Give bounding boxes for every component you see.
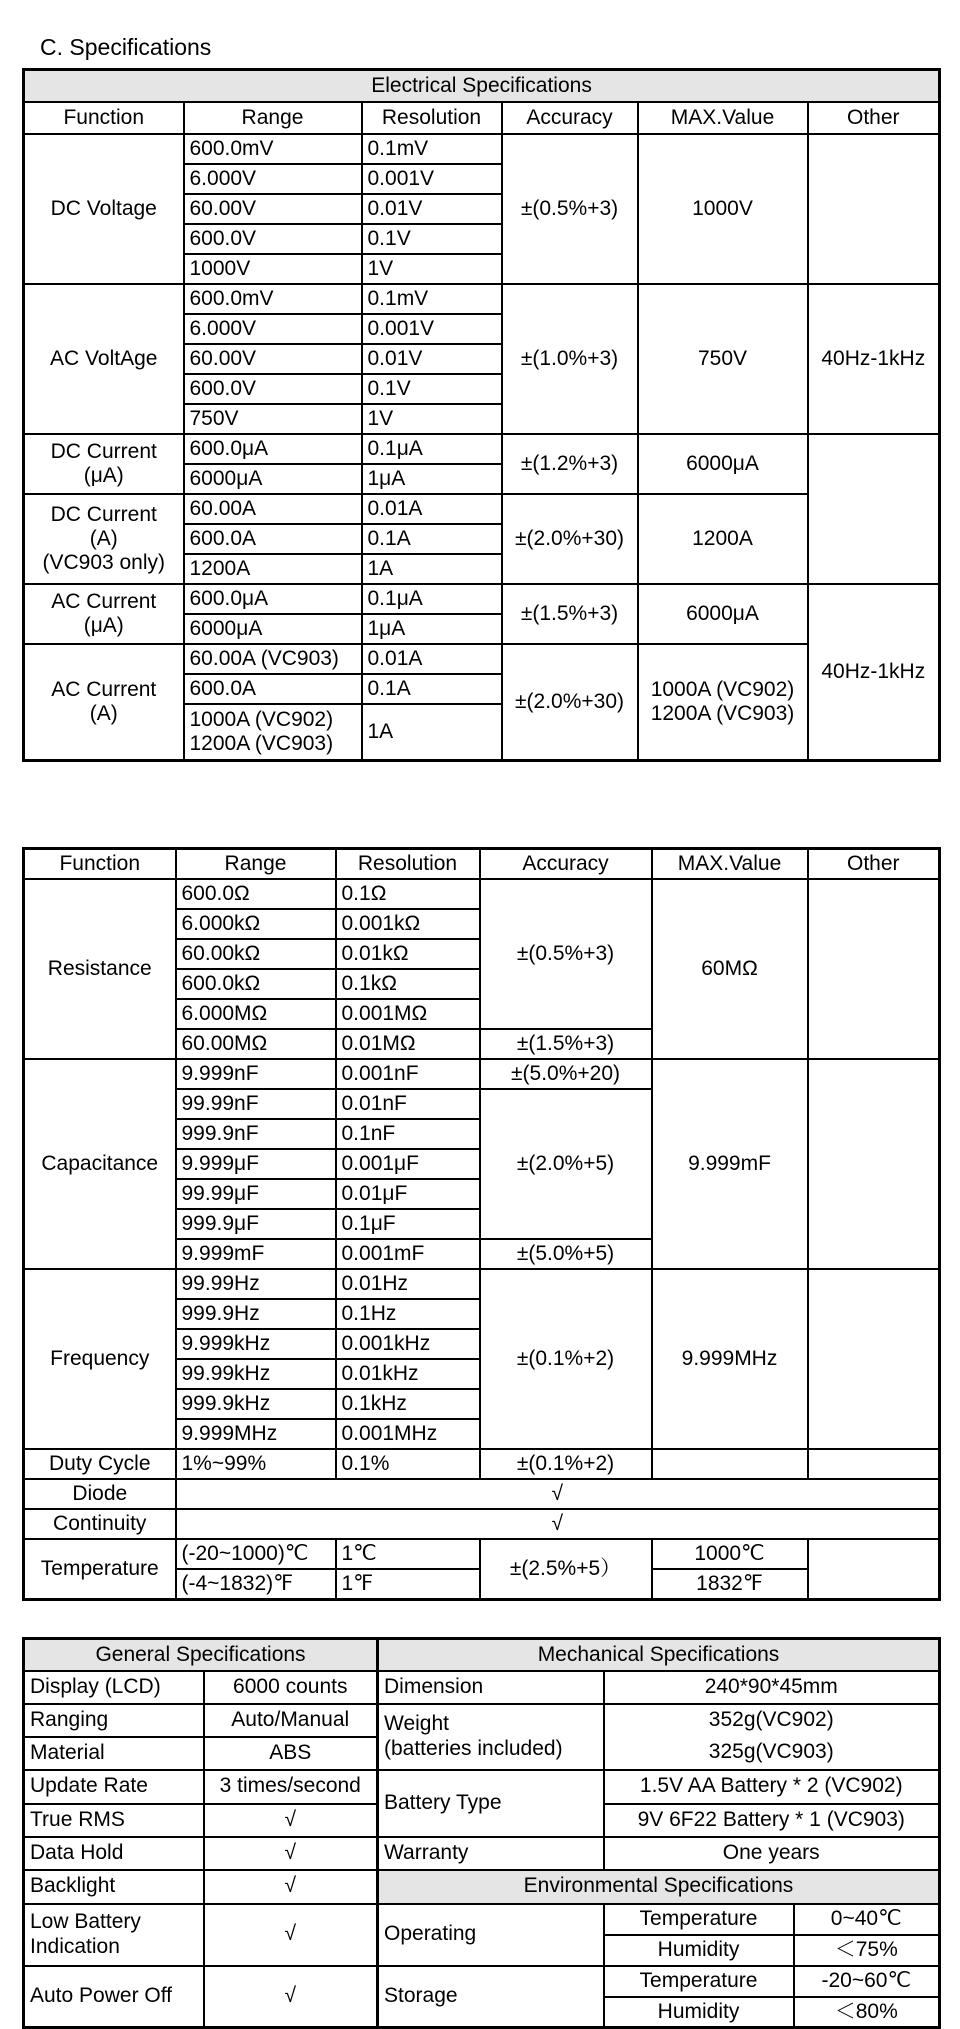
header-other: Other [808,849,940,880]
low-battery-line: Indication [30,1934,120,1958]
mech-weight-label [378,1704,604,1770]
resolution-cell: 0.01nF [336,1089,480,1119]
ac-voltage-max: 750V [638,284,808,434]
resolution-cell: 0.01A [362,644,502,674]
auto-power-off-label: Auto Power Off [24,1966,204,2028]
range-cell: 600.0mV [184,284,362,314]
range-cell: 1%~99% [176,1449,336,1479]
range-cell: 600.0V [184,374,362,404]
range-cell: 9.999mF [176,1239,336,1269]
resolution-cell: 0.01A [362,494,502,524]
range-cell: 60.00A [184,494,362,524]
resistance-accuracy: ±(0.5%+3) [480,879,652,1029]
dc-current-ua-function [24,434,184,494]
header-accuracy: Accuracy [502,102,638,134]
mech-dimension-label: Dimension [378,1671,604,1704]
header-function: Function [24,849,176,880]
function-line: DC Current [50,439,157,463]
range-line: 1000A (VC902) [189,707,334,731]
range-cell: 600.0mV [184,134,362,164]
resolution-cell: 0.1Hz [336,1299,480,1329]
resolution-cell: 0.1kΩ [336,969,480,999]
weight-line: Weight [384,1712,449,1736]
range-cell: 6.000MΩ [176,999,336,1029]
range-cell: (-20~1000)℃ [176,1539,336,1569]
ac-current-ua-max: 6000μA [638,584,808,644]
capacitance-accuracy: ±(2.0%+5) [480,1089,652,1239]
temperature-max-f: 1832℉ [652,1569,808,1600]
general-value: Auto/Manual [204,1704,378,1737]
resolution-cell: 0.001nF [336,1059,480,1089]
resolution-cell: 0.1μA [362,584,502,614]
range-cell: 600.0Ω [176,879,336,909]
general-value: ABS [204,1737,378,1770]
range-cell: 99.99Hz [176,1269,336,1299]
function-line: DC Current [50,502,157,526]
mech-warranty-label: Warranty [378,1837,604,1870]
frequency-accuracy: ±(0.1%+2) [480,1269,652,1449]
header-accuracy: Accuracy [480,849,652,880]
capacitance-accuracy-last: ±(5.0%+5) [480,1239,652,1269]
ac-current-a-max [638,644,808,761]
capacitance-function: Capacitance [24,1059,176,1269]
resolution-cell: 0.1nF [336,1119,480,1149]
range-cell: 60.00MΩ [176,1029,336,1059]
mech-battery-value: 1.5V AA Battery * 2 (VC902) [604,1770,940,1804]
range-line: 1200A (VC903) [189,732,334,755]
dc-current-a-accuracy: ±(2.0%+30) [502,494,638,584]
temperature-max-c: 1000℃ [652,1539,808,1569]
general-label: True RMS [24,1804,204,1837]
temperature-function: Temperature [24,1539,176,1600]
ac-voltage-other: 40Hz-1kHz [808,284,940,434]
ac-current-other: 40Hz-1kHz [808,584,940,761]
range-cell: 60.00V [184,194,362,224]
function-line: (A) [89,526,118,550]
low-battery-value: √ [204,1904,378,1966]
general-label: Material [24,1737,204,1770]
capacitance-accuracy-first: ±(5.0%+20) [480,1059,652,1089]
dc-voltage-other [808,134,940,284]
range-cell: 6.000kΩ [176,909,336,939]
resolution-cell: 0.1kHz [336,1389,480,1419]
resolution-cell: 0.01MΩ [336,1029,480,1059]
ac-current-a-function [24,644,184,761]
general-label: Update Rate [24,1770,204,1804]
general-value: √ [204,1837,378,1870]
resolution-cell: 1V [362,254,502,284]
dc-current-a-function [24,494,184,584]
mechanical-title: Mechanical Specifications [378,1639,940,1671]
env-operating-temp: 0~40℃ [794,1904,940,1935]
range-cell: 9.999kHz [176,1329,336,1359]
function-line: (VC903 only) [42,551,166,575]
temperature-other [808,1539,940,1600]
mech-dimension-value: 240*90*45mm [604,1671,940,1704]
resolution-cell: 0.1A [362,674,502,704]
resolution-cell: 0.1% [336,1449,480,1479]
auto-power-off-value: √ [204,1966,378,2028]
ac-voltage-accuracy: ±(1.0%+3) [502,284,638,434]
function-line: (μA) [83,614,124,637]
resolution-cell: 0.1mV [362,134,502,164]
mech-warranty-value: One years [604,1837,940,1870]
max-line: 1200A (VC903) [650,702,795,725]
dc-current-ua-accuracy: ±(1.2%+3) [502,434,638,494]
env-temperature-label: Temperature [604,1966,794,1997]
continuity-function: Continuity [24,1509,176,1539]
capacitance-other [808,1059,940,1269]
mech-battery-label: Battery Type [378,1770,604,1837]
resistance-accuracy-last: ±(1.5%+3) [480,1029,652,1059]
dc-voltage-max: 1000V [638,134,808,284]
env-temperature-label: Temperature [604,1904,794,1935]
range-cell: 750V [184,404,362,434]
dc-current-a-max: 1200A [638,494,808,584]
ac-current-ua-accuracy: ±(1.5%+3) [502,584,638,644]
dc-current-other [808,434,940,584]
general-value: 6000 counts [204,1671,378,1704]
range-cell: (-4~1832)℉ [176,1569,336,1600]
section-heading: C. Specifications [40,34,212,60]
header-resolution: Resolution [336,849,480,880]
resolution-cell: 0.001kΩ [336,909,480,939]
resistance-other [808,879,940,1059]
general-value: √ [204,1804,378,1837]
electrical-specifications-table [22,68,941,762]
range-cell: 99.99nF [176,1089,336,1119]
env-humidity-label: Humidity [604,1935,794,1966]
function-line: (A) [89,702,118,725]
mech-weight-value: 325g(VC903) [604,1737,940,1770]
resolution-cell: 0.1μA [362,434,502,464]
diode-value: √ [176,1479,940,1509]
range-cell: 9.999MHz [176,1419,336,1449]
resolution-cell: 0.01V [362,194,502,224]
range-cell: 6000μA [184,614,362,644]
frequency-other [808,1269,940,1449]
dc-voltage-function: DC Voltage [24,134,184,284]
general-label: Ranging [24,1704,204,1737]
resolution-cell: 1℉ [336,1569,480,1600]
dc-voltage-accuracy: ±(0.5%+3) [502,134,638,284]
weight-line: (batteries included) [384,1736,563,1760]
range-cell: 600.0A [184,674,362,704]
resolution-cell: 0.001V [362,314,502,344]
resolution-cell: 0.01kΩ [336,939,480,969]
header-other: Other [808,102,940,134]
env-operating-humidity: ＜75% [794,1935,940,1966]
resolution-cell: 1μA [362,614,502,644]
duty-cycle-function: Duty Cycle [24,1449,176,1479]
range-cell: 99.99μF [176,1179,336,1209]
resolution-cell: 0.001kHz [336,1329,480,1359]
resolution-cell: 0.01kHz [336,1359,480,1389]
diode-function: Diode [24,1479,176,1509]
header-max-value: MAX.Value [652,849,808,880]
low-battery-line: Low Battery [30,1910,141,1934]
function-line: (μA) [83,464,124,487]
header-resolution: Resolution [362,102,502,134]
range-cell: 99.99kHz [176,1359,336,1389]
function-line: AC Current [51,589,157,613]
general-label: Backlight [24,1870,204,1904]
resolution-cell: 0.1mV [362,284,502,314]
header-range: Range [184,102,362,134]
range-cell: 6000μA [184,464,362,494]
duty-cycle-max [652,1449,808,1479]
env-storage-humidity: ＜80% [794,1997,940,2028]
range-cell: 1200A [184,554,362,584]
environmental-title: Environmental Specifications [378,1870,940,1904]
resolution-cell: 1A [362,704,502,761]
env-storage-label: Storage [378,1966,604,2028]
resolution-cell: 0.1μF [336,1209,480,1239]
function-line: AC Current [51,677,157,701]
range-cell: 9.999μF [176,1149,336,1179]
env-humidity-label: Humidity [604,1997,794,2028]
env-storage-temp: -20~60℃ [794,1966,940,1997]
duty-cycle-accuracy: ±(0.1%+2) [480,1449,652,1479]
header-range: Range [176,849,336,880]
dc-current-ua-max: 6000μA [638,434,808,494]
general-value: 3 times/second [204,1770,378,1804]
general-value: √ [204,1870,378,1904]
range-cell: 600.0kΩ [176,969,336,999]
resolution-cell: 0.1V [362,374,502,404]
resolution-cell: 0.001MΩ [336,999,480,1029]
resolution-cell: 1V [362,404,502,434]
range-cell: 600.0μA [184,584,362,614]
resolution-cell: 0.01Hz [336,1269,480,1299]
resolution-cell: 0.01μF [336,1179,480,1209]
capacitance-max: 9.999mF [652,1059,808,1269]
range-cell [184,704,362,761]
resolution-cell: 0.1Ω [336,879,480,909]
header-max-value: MAX.Value [638,102,808,134]
general-mechanical-table [22,1637,941,2029]
general-title: General Specifications [24,1639,378,1671]
range-cell: 60.00A (VC903) [184,644,362,674]
duty-cycle-other [808,1449,940,1479]
env-operating-label: Operating [378,1904,604,1966]
resolution-cell: 0.01V [362,344,502,374]
ac-current-a-accuracy: ±(2.0%+30) [502,644,638,761]
range-cell: 999.9μF [176,1209,336,1239]
resolution-cell: 0.001mF [336,1239,480,1269]
continuity-value: √ [176,1509,940,1539]
header-function: Function [24,102,184,134]
resolution-cell: 1℃ [336,1539,480,1569]
range-cell: 6.000V [184,314,362,344]
general-label: Data Hold [24,1837,204,1870]
resolution-cell: 0.001μF [336,1149,480,1179]
resolution-cell: 1μA [362,464,502,494]
measurement-specifications-table [22,847,941,1601]
resistance-function: Resistance [24,879,176,1059]
resolution-cell: 1A [362,554,502,584]
range-cell: 600.0A [184,524,362,554]
resolution-cell: 0.001MHz [336,1419,480,1449]
mech-battery-value: 9V 6F22 Battery * 1 (VC903) [604,1804,940,1837]
max-line: 1000A (VC902) [650,677,795,701]
range-cell: 600.0μA [184,434,362,464]
frequency-function: Frequency [24,1269,176,1449]
low-battery-label [24,1904,204,1966]
resolution-cell: 0.1V [362,224,502,254]
range-cell: 999.9nF [176,1119,336,1149]
ac-voltage-function: AC VoltAge [24,284,184,434]
mech-weight-value: 352g(VC902) [604,1704,940,1737]
range-cell: 999.9kHz [176,1389,336,1419]
range-cell: 600.0V [184,224,362,254]
range-cell: 999.9Hz [176,1299,336,1329]
temperature-accuracy: ±(2.5%+5） [480,1539,652,1600]
frequency-max: 9.999MHz [652,1269,808,1449]
range-cell: 9.999nF [176,1059,336,1089]
range-cell: 60.00kΩ [176,939,336,969]
range-cell: 1000V [184,254,362,284]
general-label: Display (LCD) [24,1671,204,1704]
electrical-title: Electrical Specifications [24,70,940,103]
resolution-cell: 0.1A [362,524,502,554]
resistance-max: 60MΩ [652,879,808,1059]
range-cell: 60.00V [184,344,362,374]
ac-current-ua-function [24,584,184,644]
range-cell: 6.000V [184,164,362,194]
resolution-cell: 0.001V [362,164,502,194]
